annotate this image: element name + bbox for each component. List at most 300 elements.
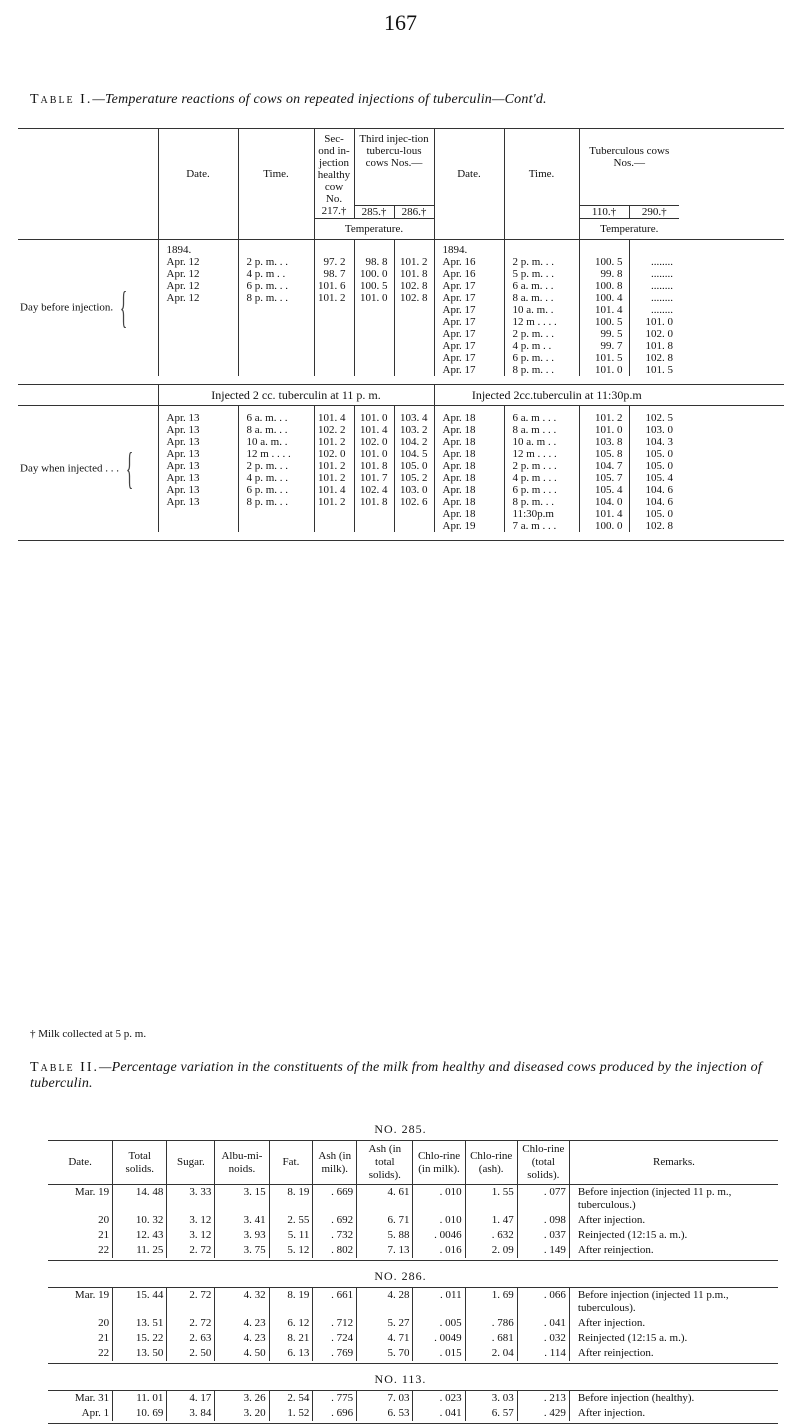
- date-cell: Apr. 12: [158, 268, 238, 280]
- section-title: NO. 286.: [374, 1269, 427, 1283]
- time-cell: 8 p. m. . .: [238, 496, 314, 508]
- value-cell: . 681: [465, 1331, 517, 1346]
- value-cell: . 692: [313, 1213, 357, 1228]
- value-cell: 5. 27: [357, 1316, 413, 1331]
- value-cell: 1. 47: [465, 1213, 517, 1228]
- time-cell: 10 a. m. .: [238, 436, 314, 448]
- value-cell: 1. 55: [465, 1185, 517, 1214]
- date-cell: Apr. 18: [434, 508, 504, 520]
- spacer-cell: [679, 496, 784, 508]
- remarks-cell: After reinjection.: [577, 1347, 654, 1359]
- date-cell: Apr. 12: [158, 292, 238, 304]
- temp-cell: 100. 0: [579, 520, 629, 532]
- table-row: [48, 1243, 778, 1258]
- day-when-label-text: Day when injected . . .: [20, 462, 119, 475]
- date-cell: [158, 352, 238, 364]
- temp-cell: [354, 364, 394, 376]
- table1-bottom-rule: [18, 540, 784, 542]
- time-cell: 8 p. m. . .: [238, 292, 314, 304]
- value-cell: 4. 17: [167, 1391, 215, 1407]
- temp-cell: [354, 328, 394, 340]
- temp-cell: [394, 364, 434, 376]
- temp-cell: [314, 340, 354, 352]
- temp-cell: 102. 0: [645, 327, 673, 340]
- value-cell: 3. 33: [167, 1185, 215, 1214]
- temp-cell: 101. 4: [579, 508, 629, 520]
- value-cell: . 023: [413, 1391, 465, 1407]
- column-header: Remarks.: [653, 1156, 695, 1168]
- year-cell: 1894.: [158, 239, 238, 256]
- temp-cell: 101. 2: [314, 496, 354, 508]
- time-cell: [238, 316, 314, 328]
- column-header: Fat.: [269, 1141, 313, 1185]
- value-cell: 4. 23: [215, 1331, 269, 1346]
- spacer-cell: [18, 376, 784, 385]
- time-cell: 12 m . . . .: [504, 448, 579, 460]
- value-cell: 4. 28: [357, 1288, 413, 1317]
- temp-cell: 99. 7: [579, 340, 629, 352]
- temp-cell: 105. 8: [579, 448, 629, 460]
- spacer-cell: [18, 532, 784, 541]
- value-cell: . 011: [413, 1288, 465, 1317]
- temp-cell: [314, 316, 354, 328]
- header-date-2: Date.: [434, 129, 504, 219]
- spacer-cell: [238, 218, 314, 239]
- date-cell: 20: [48, 1213, 113, 1228]
- temp-cell: 102. 8: [645, 519, 673, 532]
- spacer-cell: [679, 304, 784, 316]
- value-cell: 6. 13: [269, 1346, 313, 1361]
- remarks-cell: After injection.: [577, 1317, 646, 1329]
- table1-footnote: † Milk collected at 5 p. m.: [30, 1028, 147, 1040]
- temp-cell: 101. 8: [354, 460, 394, 472]
- date-cell: Apr. 17: [434, 280, 504, 292]
- year-cell: 1894.: [434, 239, 504, 256]
- time-cell: [238, 508, 314, 520]
- value-cell: 4. 61: [357, 1185, 413, 1214]
- value-cell: 7. 03: [357, 1391, 413, 1407]
- temp-cell: 101. 0: [354, 405, 394, 424]
- column-header: Chlo-rine (in milk).: [413, 1141, 465, 1185]
- temp-cell: 100. 4: [579, 292, 629, 304]
- value-cell: . 010: [413, 1185, 465, 1214]
- time-cell: 5 p. m. . .: [504, 268, 579, 280]
- time-cell: 6 a. m. . .: [504, 280, 579, 292]
- value-cell: . 041: [517, 1316, 569, 1331]
- header-row: [48, 1141, 778, 1185]
- time-cell: 12 m . . . .: [504, 316, 579, 328]
- value-cell: 4. 71: [357, 1331, 413, 1346]
- date-cell: Apr. 17: [434, 328, 504, 340]
- table-row: [48, 1185, 778, 1214]
- spacer-cell: [629, 239, 679, 256]
- date-cell: Apr. 12: [158, 256, 238, 268]
- temp-cell: 104. 6: [645, 483, 673, 496]
- temp-cell: 101. 8: [354, 496, 394, 508]
- time-cell: 4 p. m . . .: [504, 472, 579, 484]
- remarks-cell: Before injection (healthy).: [577, 1392, 695, 1404]
- section-title: NO. 113.: [374, 1372, 427, 1386]
- spacer-row: [18, 532, 784, 541]
- temp-cell: 103. 8: [579, 436, 629, 448]
- value-cell: 10. 32: [113, 1213, 167, 1228]
- date-cell: Mar. 19: [48, 1185, 113, 1214]
- spacer-cell: [679, 448, 784, 460]
- time-cell: 6 a. m . . .: [504, 405, 579, 424]
- temp-cell: [314, 508, 354, 520]
- value-cell: . 724: [313, 1331, 357, 1346]
- table-row: [48, 1288, 778, 1317]
- time-cell: 2 p. m. . .: [504, 328, 579, 340]
- table1-caption-lead: Table I.: [30, 92, 93, 107]
- spacer-cell: [314, 239, 354, 256]
- temp-cell: 103. 0: [394, 484, 434, 496]
- date-cell: Apr. 13: [158, 472, 238, 484]
- temp-cell: ........: [651, 255, 673, 268]
- value-cell: 2. 55: [269, 1213, 313, 1228]
- spacer-row: [18, 376, 784, 385]
- spacer-cell: [354, 239, 394, 256]
- table-row: [48, 1316, 778, 1331]
- date-cell: Apr. 13: [158, 460, 238, 472]
- date-cell: Apr. 18: [434, 424, 504, 436]
- date-cell: 22: [48, 1243, 113, 1258]
- column-header: Albu-mi-noids.: [215, 1141, 269, 1185]
- date-cell: Apr. 17: [434, 292, 504, 304]
- date-cell: Apr. 17: [434, 352, 504, 364]
- spacer-cell: [679, 484, 784, 496]
- column-header: Chlo-rine (total solids).: [517, 1141, 569, 1185]
- time-cell: 7 a. m . . .: [504, 520, 579, 532]
- temp-cell: 101. 2: [579, 405, 629, 424]
- temp-cell: 101. 0: [579, 424, 629, 436]
- time-cell: [238, 340, 314, 352]
- value-cell: . 037: [517, 1228, 569, 1243]
- value-cell: . 213: [517, 1391, 569, 1407]
- injected-note-right: Injected 2cc.tuberculin at 11:30p.m: [471, 387, 642, 402]
- value-cell: 4. 32: [215, 1288, 269, 1317]
- header-cow-285: 285.†: [354, 205, 394, 218]
- time-cell: 11:30p.m: [504, 508, 579, 520]
- temp-cell: 101. 0: [645, 315, 673, 328]
- time-cell: 4 p. m . .: [504, 340, 579, 352]
- date-cell: Apr. 18: [434, 484, 504, 496]
- column-header: Chlo-rine (ash).: [465, 1141, 517, 1185]
- temp-cell: 101. 0: [354, 292, 394, 304]
- temp-cell: 105. 0: [394, 460, 434, 472]
- temp-cell: 103. 0: [645, 423, 673, 436]
- temp-cell: 101. 8: [645, 339, 673, 352]
- spacer-cell: [504, 239, 579, 256]
- date-cell: Apr. 12: [158, 280, 238, 292]
- date-cell: Apr. 17: [434, 364, 504, 376]
- table-row: [48, 1213, 778, 1228]
- temp-cell: 102. 8: [394, 280, 434, 292]
- temp-cell: 101. 4: [314, 484, 354, 496]
- spacer-cell: [679, 384, 784, 405]
- time-cell: 8 p. m. . .: [504, 364, 579, 376]
- spacer-cell: [18, 129, 158, 219]
- temp-cell: ........: [651, 291, 673, 304]
- date-cell: Apr. 17: [434, 316, 504, 328]
- temp-cell: [354, 508, 394, 520]
- date-cell: Apr. 17: [434, 340, 504, 352]
- header-cow-290: 290.†: [629, 205, 679, 218]
- time-cell: 8 a. m . . .: [504, 424, 579, 436]
- temp-cell: [394, 520, 434, 532]
- spacer-cell: [679, 424, 784, 436]
- spacer-row: [48, 1361, 778, 1364]
- time-cell: [238, 520, 314, 532]
- value-cell: . 010: [413, 1213, 465, 1228]
- column-header: Ash (in total solids).: [357, 1141, 413, 1185]
- value-cell: 3. 20: [215, 1406, 269, 1421]
- value-cell: 14. 48: [113, 1185, 167, 1214]
- date-cell: Apr. 17: [434, 304, 504, 316]
- header-cow-217: 217.†: [314, 205, 354, 218]
- time-cell: 6 p. m. . .: [238, 280, 314, 292]
- spacer-cell: [48, 1361, 778, 1364]
- temp-cell: [354, 340, 394, 352]
- temp-cell: 98. 7: [314, 268, 354, 280]
- spacer-cell: [394, 239, 434, 256]
- date-cell: Apr. 1: [48, 1406, 113, 1421]
- value-cell: 11. 01: [113, 1391, 167, 1407]
- date-cell: Apr. 13: [158, 484, 238, 496]
- temp-cell: [354, 316, 394, 328]
- date-cell: Apr. 18: [434, 472, 504, 484]
- spacer-cell: [48, 1258, 778, 1261]
- date-cell: 21: [48, 1228, 113, 1243]
- header-time-2: Time.: [504, 129, 579, 219]
- value-cell: . 0046: [413, 1228, 465, 1243]
- date-cell: Mar. 31: [48, 1391, 113, 1407]
- value-cell: . 066: [517, 1288, 569, 1317]
- temp-cell: [314, 352, 354, 364]
- time-cell: [238, 352, 314, 364]
- spacer-cell: [679, 328, 784, 340]
- value-cell: 2. 09: [465, 1243, 517, 1258]
- temp-cell: [394, 316, 434, 328]
- temp-cell: 98. 8: [354, 256, 394, 268]
- temp-cell: 100. 5: [354, 280, 394, 292]
- value-cell: . 0049: [413, 1331, 465, 1346]
- value-cell: 6. 53: [357, 1406, 413, 1421]
- value-cell: 5. 70: [357, 1346, 413, 1361]
- value-cell: 15. 44: [113, 1288, 167, 1317]
- temp-cell: 105. 2: [394, 472, 434, 484]
- date-cell: [158, 340, 238, 352]
- time-cell: 10 a. m. .: [504, 304, 579, 316]
- time-cell: 8 a. m. . .: [238, 424, 314, 436]
- temp-cell: 102. 2: [314, 424, 354, 436]
- value-cell: 6. 12: [269, 1316, 313, 1331]
- date-cell: Apr. 16: [434, 268, 504, 280]
- time-cell: [238, 328, 314, 340]
- value-cell: 8. 19: [269, 1288, 313, 1317]
- header-third-injection: Third injec-tion tubercu-lous cows Nos.—: [354, 129, 434, 206]
- temp-cell: 105. 4: [579, 484, 629, 496]
- value-cell: 2. 72: [167, 1316, 215, 1331]
- date-cell: [158, 304, 238, 316]
- date-cell: Apr. 18: [434, 436, 504, 448]
- temp-cell: 101. 2: [394, 256, 434, 268]
- value-cell: 4. 23: [215, 1316, 269, 1331]
- temp-cell: 102. 6: [394, 496, 434, 508]
- table-row: [48, 1331, 778, 1346]
- time-cell: 2 p. m. . .: [238, 460, 314, 472]
- brace-icon: {: [125, 443, 134, 493]
- temp-cell: 97. 2: [314, 256, 354, 268]
- time-cell: [238, 304, 314, 316]
- injected-note-left: Injected 2 cc. tuberculin at 11 p. m.: [158, 384, 434, 405]
- spacer-cell: [679, 364, 784, 376]
- table-row: [48, 1346, 778, 1361]
- time-cell: 6 p. m . . .: [504, 484, 579, 496]
- table-row: [48, 1391, 778, 1407]
- time-cell: [238, 364, 314, 376]
- value-cell: . 005: [413, 1316, 465, 1331]
- date-cell: Apr. 16: [434, 256, 504, 268]
- value-cell: . 149: [517, 1243, 569, 1258]
- table1: [18, 128, 784, 542]
- header-cow-286: 286.†: [394, 205, 434, 218]
- column-header: Sugar.: [167, 1141, 215, 1185]
- temp-cell: ........: [651, 303, 673, 316]
- value-cell: 5. 88: [357, 1228, 413, 1243]
- spacer-cell: [679, 460, 784, 472]
- spacer-cell: [679, 520, 784, 532]
- temp-cell: 104. 3: [645, 435, 673, 448]
- value-cell: . 786: [465, 1316, 517, 1331]
- value-cell: 2. 72: [167, 1288, 215, 1317]
- spacer-cell: [679, 239, 784, 256]
- value-cell: . 632: [465, 1228, 517, 1243]
- value-cell: 3. 84: [167, 1406, 215, 1421]
- temp-cell: 100. 5: [579, 316, 629, 328]
- temp-cell: [394, 352, 434, 364]
- value-cell: 15. 22: [113, 1331, 167, 1346]
- time-cell: 6 p. m. . .: [504, 352, 579, 364]
- table-row: [18, 239, 784, 256]
- spacer-cell: [679, 256, 784, 268]
- date-cell: Apr. 13: [158, 496, 238, 508]
- value-cell: 6. 57: [465, 1406, 517, 1421]
- day-before-label: [18, 239, 158, 376]
- temp-cell: [394, 328, 434, 340]
- temp-cell: 105. 0: [645, 507, 673, 520]
- column-header: Date.: [48, 1141, 113, 1185]
- value-cell: 11. 25: [113, 1243, 167, 1258]
- value-cell: 3. 26: [215, 1391, 269, 1407]
- time-cell: 12 m . . . .: [238, 448, 314, 460]
- value-cell: . 077: [517, 1185, 569, 1214]
- value-cell: . 712: [313, 1316, 357, 1331]
- temp-cell: [394, 304, 434, 316]
- spacer-cell: [679, 472, 784, 484]
- spacer-cell: [679, 218, 784, 239]
- spacer-cell: [48, 1421, 778, 1424]
- temp-cell: [354, 304, 394, 316]
- temp-cell: 100. 5: [579, 256, 629, 268]
- header-time: Time.: [238, 129, 314, 219]
- temp-cell: 102. 0: [314, 448, 354, 460]
- temp-cell: 104. 0: [579, 496, 629, 508]
- table2-section-3: [48, 1390, 778, 1424]
- header-date: Date.: [158, 129, 238, 219]
- remarks-cell: After injection.: [577, 1214, 646, 1226]
- time-cell: 6 p. m. . .: [238, 484, 314, 496]
- value-cell: . 775: [313, 1391, 357, 1407]
- temp-cell: 104. 6: [645, 495, 673, 508]
- value-cell: . 696: [313, 1406, 357, 1421]
- value-cell: . 802: [313, 1243, 357, 1258]
- date-cell: [158, 316, 238, 328]
- table1-caption-text: —Temperature reactions of cows on repeated injections of tuberculin—Cont'd.: [92, 92, 547, 107]
- temp-cell: 99. 8: [579, 268, 629, 280]
- date-cell: 21: [48, 1331, 113, 1346]
- spacer-cell: [679, 340, 784, 352]
- value-cell: 3. 12: [167, 1228, 215, 1243]
- time-cell: 2 p. m. . .: [504, 256, 579, 268]
- value-cell: 3. 41: [215, 1213, 269, 1228]
- value-cell: 2. 50: [167, 1346, 215, 1361]
- table2-caption-text: —Percentage variation in the constituents of the milk from healthy and diseased cows produced by the injection of tuberculin.: [30, 1060, 762, 1091]
- temp-cell: 102. 4: [354, 484, 394, 496]
- page-number: 167: [384, 10, 417, 35]
- temp-cell: 101. 4: [579, 304, 629, 316]
- value-cell: . 032: [517, 1331, 569, 1346]
- value-cell: 3. 12: [167, 1213, 215, 1228]
- temp-cell: 101. 8: [394, 268, 434, 280]
- temp-cell: [394, 340, 434, 352]
- before-injection-body: [18, 239, 784, 384]
- day-when-label: [18, 405, 158, 532]
- value-cell: 3. 15: [215, 1185, 269, 1214]
- column-header: Ash (in milk).: [313, 1141, 357, 1185]
- table-row: [18, 405, 784, 424]
- value-cell: 4. 50: [215, 1346, 269, 1361]
- temp-cell: 101. 0: [579, 364, 629, 376]
- temp-cell: 104. 7: [579, 460, 629, 472]
- date-cell: Apr. 19: [434, 520, 504, 532]
- column-header: Total solids.: [113, 1141, 167, 1185]
- time-cell: 8 a. m. . .: [504, 292, 579, 304]
- value-cell: . 098: [517, 1213, 569, 1228]
- table2-caption: [30, 1060, 780, 1092]
- header-tuberculous: Tuberculous cows Nos.—: [589, 145, 670, 169]
- temp-cell: [354, 520, 394, 532]
- brace-icon: {: [120, 282, 128, 332]
- temp-cell: 104. 5: [394, 448, 434, 460]
- value-cell: . 769: [313, 1346, 357, 1361]
- header-cow-110: 110.†: [579, 205, 629, 218]
- spacer-row: [48, 1258, 778, 1261]
- date-cell: 22: [48, 1346, 113, 1361]
- date-cell: Apr. 13: [158, 424, 238, 436]
- temp-cell: [354, 352, 394, 364]
- spacer-cell: [679, 205, 784, 218]
- spacer-cell: [679, 405, 784, 424]
- date-cell: [158, 364, 238, 376]
- spacer-cell: [18, 384, 158, 405]
- temp-cell: 101. 2: [314, 292, 354, 304]
- value-cell: . 661: [313, 1288, 357, 1317]
- date-cell: Apr. 18: [434, 460, 504, 472]
- temp-cell: 105. 7: [579, 472, 629, 484]
- date-cell: Mar. 19: [48, 1288, 113, 1317]
- temp-cell: 103. 4: [394, 405, 434, 424]
